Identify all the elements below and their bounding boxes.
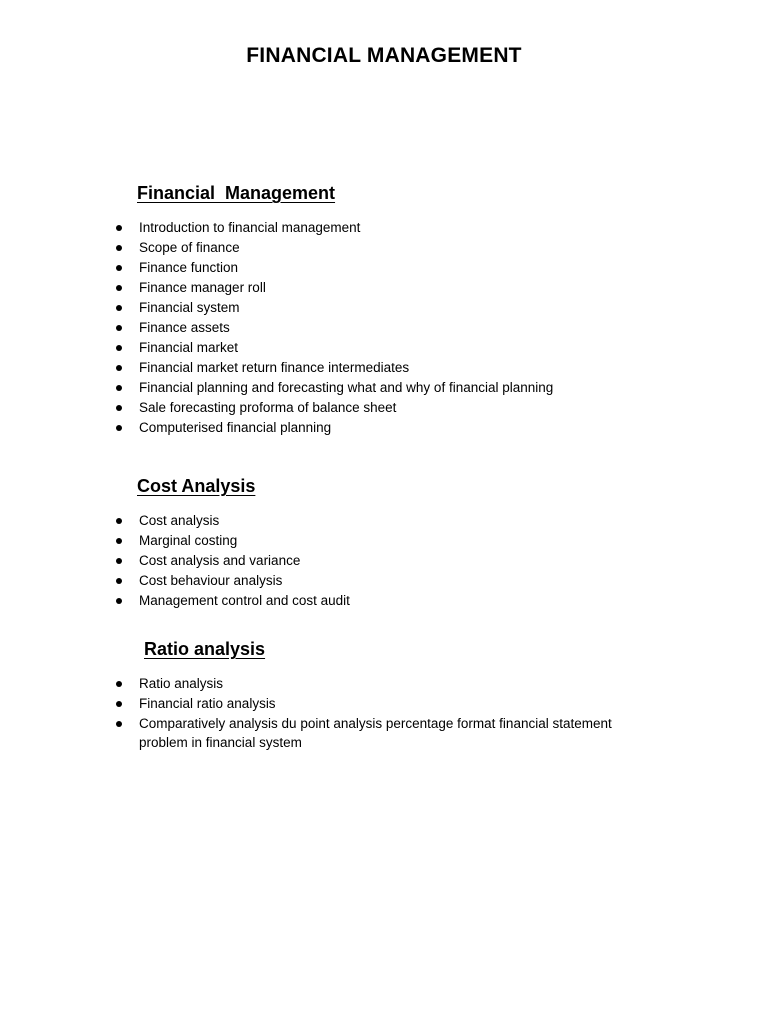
bullet-icon	[116, 225, 122, 231]
list-item-text: Financial planning and forecasting what and why of financial planning	[139, 380, 554, 395]
list-item-text: Finance function	[139, 260, 239, 275]
list-item	[0, 714, 659, 752]
bullet-icon	[116, 681, 122, 687]
section-heading: Cost Analysis	[137, 476, 256, 496]
list-item-text: Financial market	[139, 340, 239, 355]
bullet-list	[0, 218, 659, 438]
list-item-text: Financial ratio analysis	[139, 696, 276, 711]
bullet-icon	[116, 385, 122, 391]
list-item	[0, 318, 659, 338]
list-item	[0, 418, 659, 438]
list-item	[0, 298, 659, 318]
bullet-icon	[116, 578, 122, 584]
bullet-icon	[116, 365, 122, 371]
bullet-icon	[116, 598, 122, 604]
bullet-icon	[116, 305, 122, 311]
bullet-icon	[116, 325, 122, 331]
list-item	[0, 398, 659, 418]
list-item	[0, 571, 659, 591]
bullet-icon	[116, 558, 122, 564]
list-item-text: Marginal costing	[139, 533, 238, 548]
bullet-icon	[116, 701, 122, 707]
list-item	[0, 338, 659, 358]
list-item	[0, 278, 659, 298]
bullet-list	[0, 511, 659, 611]
list-item-text: Ratio analysis	[139, 676, 224, 691]
bullet-list	[0, 674, 659, 752]
list-item-text: Scope of finance	[139, 240, 240, 255]
list-item	[0, 358, 659, 378]
list-item	[0, 258, 659, 278]
list-item	[0, 378, 659, 398]
bullet-icon	[116, 405, 122, 411]
list-item-text: Financial system	[139, 300, 240, 315]
bullet-icon	[116, 721, 122, 727]
list-item-text: Cost behaviour analysis	[139, 573, 283, 588]
list-item-text: Management control and cost audit	[139, 593, 350, 608]
bullet-icon	[116, 345, 122, 351]
bullet-icon	[116, 285, 122, 291]
list-item-text: Introduction to financial management	[139, 220, 361, 235]
list-item-text: Cost analysis and variance	[139, 553, 301, 568]
list-item	[0, 694, 659, 714]
list-item-text: Comparatively analysis du point analysis percentage format financial statement problem in financial system	[139, 716, 612, 750]
list-item	[0, 531, 659, 551]
list-item-text: Computerised financial planning	[139, 420, 332, 435]
bullet-icon	[116, 245, 122, 251]
list-item-text: Finance assets	[139, 320, 230, 335]
list-item-text: Cost analysis	[139, 513, 220, 528]
list-item	[0, 218, 659, 238]
list-item	[0, 591, 659, 611]
bullet-icon	[116, 425, 122, 431]
list-item-text: Financial market return finance intermediates	[139, 360, 410, 375]
page-title: FINANCIAL MANAGEMENT	[246, 44, 522, 67]
list-item-text: Sale forecasting proforma of balance sheet	[139, 400, 397, 415]
bullet-icon	[116, 265, 122, 271]
list-item-text: Finance manager roll	[139, 280, 266, 295]
list-item	[0, 511, 659, 531]
bullet-icon	[116, 538, 122, 544]
list-item	[0, 551, 659, 571]
list-item	[0, 674, 659, 694]
section-heading: Financial Management	[137, 183, 336, 203]
list-item	[0, 238, 659, 258]
bullet-icon	[116, 518, 122, 524]
section-heading: Ratio analysis	[144, 639, 266, 659]
